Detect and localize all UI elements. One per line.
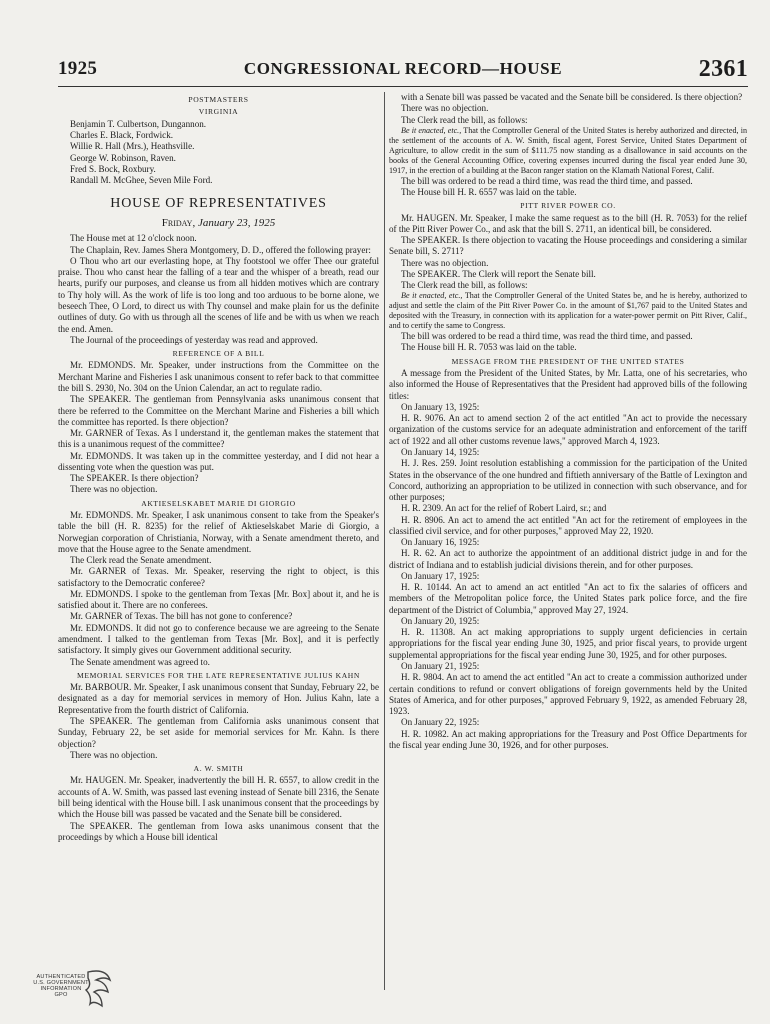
seal-line: U.S. GOVERNMENT xyxy=(33,980,89,987)
seal-line: AUTHENTICATED xyxy=(36,974,86,980)
paragraph: The SPEAKER. The gentleman from California asks unanimous consent that Sunday, February 22, be set aside for memorial services for Mr. Kahn. Is there objection? xyxy=(58,715,379,749)
paragraph: On January 16, 1925: xyxy=(401,537,480,548)
date-line xyxy=(58,217,379,231)
gpo-authentication-seal xyxy=(30,966,120,1018)
paragraph: H. R. 2309. An act for the relief of Robert Laird, sr.; and xyxy=(401,503,607,514)
page-year: 1925 xyxy=(58,58,98,79)
paragraph: The SPEAKER. The Clerk will report the Senate bill. xyxy=(401,268,596,279)
section-heading-memorial: MEMORIAL SERVICES FOR THE LATE REPRESENTATIVE JULIUS KAHN xyxy=(77,670,360,680)
section-heading-smith: A. W. SMITH xyxy=(193,764,244,774)
paragraph: The House bill H. R. 6557 was laid on the table. xyxy=(401,186,577,197)
paragraph: Mr. EDMONDS. It was taken up in the committee yesterday, and I did not hear a dissenting vote when the question was put. xyxy=(58,450,379,472)
bill-text-smith xyxy=(389,126,747,176)
postmaster-list xyxy=(58,119,379,187)
paragraph: Mr. EDMONDS. Mr. Speaker, I ask unanimous consent to take from the Speaker's table the bill (H. R. 8235) for the relief of Aktieselskabet Marie di Giorgio, a Norwegian corporation of Christiania, Norway, with a Senate amendment thereto, and move that the House agree to the Senate amendment. xyxy=(58,510,379,554)
page-title: CONGRESSIONAL RECORD—HOUSE xyxy=(243,59,563,78)
seal-line: GPO xyxy=(54,992,68,999)
paragraph: The SPEAKER. The gentleman from Pennsylvania asks unanimous consent that there be referred to the Committee on the Merchant Marine and Fisheries a bill which the committee has reported. Is there objection? xyxy=(58,394,379,427)
paragraph: H. R. 62. An act to authorize the appointment of an additional district judge in and for the district of Indiana and to establish judicial divisions therein, and for other purposes. xyxy=(389,548,747,570)
bill-text-pitt-river xyxy=(389,291,747,331)
paragraph: The bill was ordered to be read a third time, was read the third time, and passed. xyxy=(401,331,693,342)
paragraph: On January 20, 1925: xyxy=(401,615,480,626)
pitt-river-outcome xyxy=(389,331,747,354)
memorial-proceedings xyxy=(58,682,379,761)
house-heading: HOUSE OF REPRESENTATIVES xyxy=(110,196,327,212)
page-header xyxy=(58,58,748,82)
paragraph: There was no objection. xyxy=(401,257,489,268)
paragraph: The Clerk read the bill, as follows: xyxy=(401,114,528,125)
section-heading-reference: REFERENCE OF A BILL xyxy=(172,349,265,359)
paragraph: The SPEAKER. The gentleman from Iowa asks unanimous consent that the proceedings by which a House bill identical xyxy=(58,820,379,842)
reference-proceedings xyxy=(58,360,379,495)
bill-body: That the Comptroller General of the United States be, and he is hereby, authorized to adjust and settle the claim of the Pitt River Power Co. in the amount of $1,767 paid to the United States and deposited with the Treasury, in connection with its application for a water-power permit on Pitt River, Calif., and to certify the same to Congress. xyxy=(389,291,747,331)
bill-enacting-clause: Be it enacted, etc., xyxy=(401,291,463,301)
paragraph: The SPEAKER. Is there objection? xyxy=(70,473,199,484)
right-column xyxy=(389,92,747,992)
state-heading: VIRGINIA xyxy=(198,107,239,117)
postmaster-entry: Willie R. Hall (Mrs.), Heathsville. xyxy=(70,141,195,152)
paragraph: On January 17, 1925: xyxy=(401,570,480,581)
column-divider xyxy=(384,92,385,990)
paragraph: Mr. HAUGEN. Mr. Speaker, I make the same request as to the bill (H. R. 7053) for the relief of the Pitt River Power Co., and ask that the bill S. 2711, an identical bill, be considered. xyxy=(389,212,747,234)
smith-continued xyxy=(389,92,747,126)
paragraph: Mr. EDMONDS. I spoke to the gentleman from Texas [Mr. Box] about it, and he is satisfied about it. There are no conferees. xyxy=(58,588,379,611)
paragraph: The Clerk read the bill, as follows: xyxy=(401,280,528,291)
paragraph: There was no objection. xyxy=(401,103,489,114)
paragraph: The House bill H. R. 7053 was laid on the table. xyxy=(401,342,577,353)
paragraph: H. R. 9076. An act to amend section 2 of the act entitled "An act to provide the necessary organization of the customs service for an adequate administration and enforcement of the tariff act of 1922 and all other customs revenue laws," approved March 4, 1923. xyxy=(389,413,747,446)
paragraph: Mr. BARBOUR. Mr. Speaker, I ask unanimous consent that Sunday, February 22, be designated as a day for memorial services in memory of Hon. Julius Kahn, late a Representative from the fourth district of California. xyxy=(58,682,379,715)
paragraph: On January 21, 1925: xyxy=(401,661,480,672)
paragraph: The Senate amendment was agreed to. xyxy=(70,656,210,667)
section-heading-aktieselskabet: AKTIESELSKABET MARIE DI GIORGIO xyxy=(141,498,296,508)
paragraph: The House met at 12 o'clock noon. xyxy=(70,233,197,244)
paragraph: The Clerk read the Senate amendment. xyxy=(70,555,212,566)
postmaster-entry: Randall M. McGhee, Seven Mile Ford. xyxy=(70,175,213,186)
paragraph: A message from the President of the United States, by Mr. Latta, one of his secretaries, who also informed the House of Representatives that the President had approved bills of the following titles: xyxy=(389,368,747,401)
postmaster-entry: Charles E. Black, Fordwick. xyxy=(70,130,174,141)
paragraph: On January 22, 1925: xyxy=(401,717,480,728)
paragraph: H. R. 10144. An act to amend an act entitled "An act to fix the salaries of officers and members of the Metropolitan police force, the United States park police force, and the fire department of the District of Columbia," approved May 27, 1924. xyxy=(389,582,747,615)
paragraph: Mr. GARNER of Texas. The bill has not gone to conference? xyxy=(70,611,293,622)
presidential-message xyxy=(389,368,747,751)
header-rule xyxy=(58,86,748,87)
pitt-river-proceedings xyxy=(389,213,747,292)
smith-proceedings xyxy=(58,775,379,843)
date-weekday: Friday, xyxy=(161,216,196,229)
paragraph: Mr. GARNER of Texas. As I understand it, the gentleman makes the statement that this is a unanimous request of the committee? xyxy=(58,428,379,450)
postmaster-entry: Fred S. Bock, Roxbury. xyxy=(70,163,156,174)
paragraph: Mr. EDMONDS. It did not go to conference because we are agreeing to the Senate amendment. I talked to the gentleman from Texas [Mr. Box], and it is perfectly satisfactory. It simply gives our Government additional security. xyxy=(58,622,379,656)
postmaster-entry: George W. Robinson, Raven. xyxy=(70,152,176,163)
paragraph: On January 13, 1925: xyxy=(401,401,480,412)
paragraph: The Chaplain, Rev. James Shera Montgomery, D. D., offered the following prayer: xyxy=(70,244,371,255)
aktieselskabet-proceedings xyxy=(58,510,379,668)
section-heading-presidential-message: MESSAGE FROM THE PRESIDENT OF THE UNITED STATES xyxy=(451,356,685,366)
paragraph: Mr. HAUGEN. Mr. Speaker, inadvertently the bill H. R. 6557, to allow credit in the accounts of A. W. Smith, was passed last evening instead of Senate bill 2316, the Senate bill being identical with the House bill. I ask unanimous consent that the proceedings by which the House bill was passed be vacated and the Senate bill be considered. xyxy=(58,775,379,820)
paragraph: H. J. Res. 259. Joint resolution establishing a commission for the participation of the United States in the observance of the one hundred and fiftieth anniversary of the Battle of Lexington and Concord, authorizing an appropriation to be utilized in connection with such observance, and for other purposes; xyxy=(389,458,747,503)
section-heading-pitt-river: PITT RIVER POWER CO. xyxy=(520,201,616,211)
postmasters-heading: POSTMASTERS xyxy=(188,95,249,104)
paragraph: O Thou who art our everlasting hope, at Thy footstool we offer Thee our grateful praise. Thou who canst hear the falling of a tear and the whisper of a breath, read our hearts, purify our purposes, and cleanse us from all hidden motives which are contrary to Thy holy will. As the work of life is too long and too arduous to be borne alone, we beseech Thee, O Lord, to direct us with Thy counsel and make plain for us the definite outlines of duty. Go with us through all the scenes of life and be with us when we reach the end. Amen. xyxy=(58,255,379,334)
eagle-emblem-icon xyxy=(80,966,116,1014)
bill-body: That the Comptroller General of the United States is hereby authorized and directed, in the settlement of the accounts of A. W. Smith, fiscal agent, Forest Service, United States Department of Agriculture, to allow credit in the sum of $111.75 now standing as a disallowance in said accounts on the books of the General Accounting Office, covering expenses incurred during the fiscal year ended June 30, 1917, in the erection of a building at the Bacon ranger station on the Klamath National Forest, Calif. xyxy=(389,125,747,175)
paragraph: with a Senate bill was passed be vacated and the Senate bill be considered. Is there objection? xyxy=(401,92,743,102)
smith-outcome xyxy=(389,176,747,199)
paragraph: Mr. EDMONDS. Mr. Speaker, under instructions from the Committee on the Merchant Marine and Fisheries I ask unanimous consent to refer back to that committee the bill S. 2930, No. 304 on the Union Calendar, an act to regulate radio. xyxy=(58,360,379,393)
paragraph: H. R. 9804. An act to amend the act entitled "An act to create a commission authorized under certain conditions to refund or convert obligations of foreign governments held by the United States of America, and for other purposes," approved February 9, 1922, as amended February 28, 1923. xyxy=(389,672,747,717)
paragraph: H. R. 11308. An act making appropriations to supply urgent deficiencies in certain appropriations for the fiscal year ending June 30, 1925, and prior fiscal years, to provide urgent supplemental appropriations for the fiscal year ending June 30, 1925, and for other purposes. xyxy=(389,627,747,660)
paragraph: The SPEAKER. Is there objection to vacating the House proceedings and considering a similar Senate bill, S. 2711? xyxy=(389,235,747,257)
opening-proceedings xyxy=(58,233,379,346)
paragraph: H. R. 8906. An act to amend the act entitled "An act for the retirement of employees in the classified civil service, and for other purposes," approved May 22, 1920. xyxy=(389,514,747,536)
paragraph: H. R. 10982. An act making appropriations for the Treasury and Post Office Departments for the fiscal year ending June 30, 1926, and for other purposes. xyxy=(389,728,747,750)
postmaster-entry: Benjamin T. Culbertson, Dungannon. xyxy=(70,118,207,129)
seal-line: INFORMATION xyxy=(40,986,82,993)
paragraph: The bill was ordered to be read a third time, was read the third time, and passed. xyxy=(401,175,693,186)
paragraph: There was no objection. xyxy=(70,484,158,495)
date-value: January 23, 1925 xyxy=(197,216,276,229)
bill-enacting-clause: Be it enacted, etc., xyxy=(401,125,462,135)
paragraph: There was no objection. xyxy=(70,749,158,760)
left-column xyxy=(58,92,379,992)
paragraph: On January 14, 1925: xyxy=(401,446,480,457)
page-number: 2361 xyxy=(698,56,748,82)
paragraph: The Journal of the proceedings of yesterday was read and approved. xyxy=(70,334,318,345)
paragraph: Mr. GARNER of Texas. Mr. Speaker, reserving the right to object, is this satisfactory to the Democratic conferee? xyxy=(58,566,379,588)
